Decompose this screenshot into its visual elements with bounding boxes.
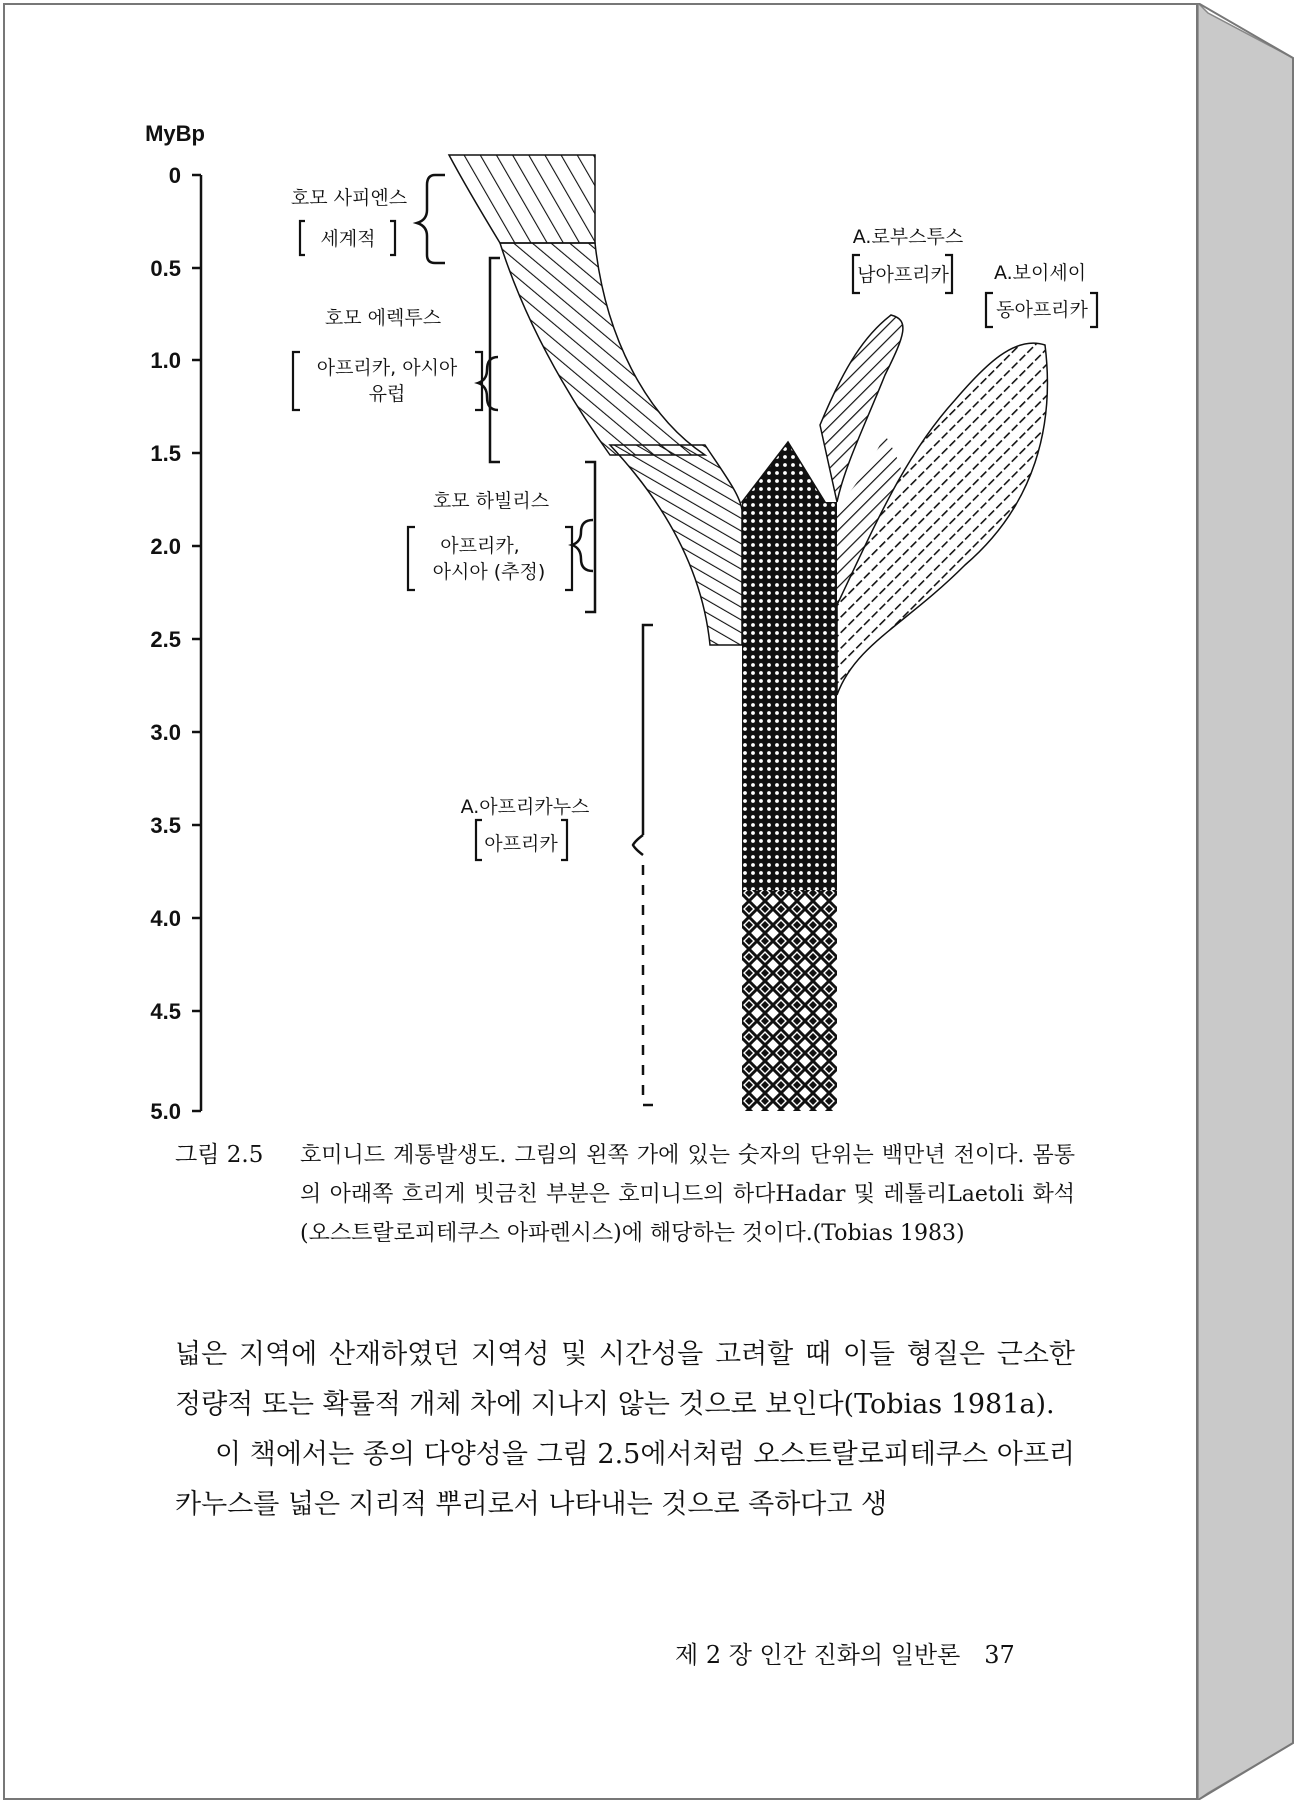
label-erectus-range-1: 아프리카, 아시아 <box>316 357 458 379</box>
label-sapiens: 호모 사피엔스 <box>290 187 408 209</box>
page-number: 37 <box>984 1641 1015 1669</box>
label-robustus-range: 남아프리카 <box>857 264 949 286</box>
africanus-trunk-top <box>742 442 825 502</box>
label-boisei: A.보이세이 <box>993 262 1087 284</box>
tick-label: 0 <box>168 163 181 188</box>
label-sapiens-range: 세계적 <box>320 228 376 250</box>
label-robustus: A.로부스투스 <box>852 226 964 248</box>
hominid-phylogeny-diagram <box>115 110 1115 1125</box>
figure-caption-label: 그림 2.5 <box>175 1142 264 1168</box>
tick-label: 3.5 <box>150 813 181 838</box>
tick-label: 2.0 <box>150 534 181 559</box>
habilis-branch <box>610 445 742 645</box>
tick-label: 4.5 <box>150 999 181 1024</box>
sapiens-branch <box>449 155 595 243</box>
label-habilis-range-2: 아시아 (추정) <box>432 561 546 583</box>
tick-label: 5.0 <box>150 1099 181 1124</box>
chapter-title: 제 2 장 인간 진화의 일반론 <box>675 1641 961 1669</box>
tick-label: 4.0 <box>150 906 181 931</box>
tick-label: 2.5 <box>150 627 181 652</box>
tick-label: 3.0 <box>150 720 181 745</box>
afarensis-lower-trunk <box>742 890 837 1111</box>
label-boisei-range: 동아프리카 <box>996 299 1088 321</box>
label-erectus: 호모 에렉투스 <box>324 307 442 329</box>
erectus-branch <box>500 243 705 455</box>
label-africanus-range: 아프리카 <box>484 833 558 855</box>
book-page <box>3 3 1198 1800</box>
tick-label: 1.5 <box>150 441 181 466</box>
figure-caption-text: 호미니드 계통발생도. 그림의 왼쪽 가에 있는 숫자의 단위는 백만년 전이다. 몸통의 아래쪽 흐리게 빗금친 부분은 호미니드의 하다Hadar 및 레톨리Laetoli 화석(오스트랄로피테쿠스 아파렌시스)에 해당하는 것이다.(Tobias 1983) <box>300 1143 1075 1246</box>
label-africanus: A.아프리카누스 <box>460 796 590 818</box>
label-habilis-range-1: 아프리카, <box>440 535 520 557</box>
time-axis-ticks <box>192 175 201 1111</box>
paragraph: 넓은 지역에 산재하였던 지역성 및 시간성을 고려할 때 이들 형질은 근소한 정량적 또는 확률적 개체 차에 지나지 않는 것으로 보인다(Tobias 1981a). <box>175 1339 1075 1420</box>
axis-title: MyBp <box>145 121 205 146</box>
tick-label: 1.0 <box>150 348 181 373</box>
book-spine-edge <box>1198 3 1296 1800</box>
body-text <box>175 1330 1075 1530</box>
tick-label: 0.5 <box>150 256 181 281</box>
paragraph: 이 책에서는 종의 다양성을 그림 2.5에서처럼 오스트랄로피테쿠스 아프리카누스를 넓은 지리적 뿌리로서 나타내는 것으로 족하다고 생 <box>175 1439 1075 1520</box>
running-footer <box>675 1635 1015 1670</box>
label-habilis: 호모 하빌리스 <box>432 490 550 512</box>
label-erectus-range-2: 유럽 <box>368 383 406 405</box>
